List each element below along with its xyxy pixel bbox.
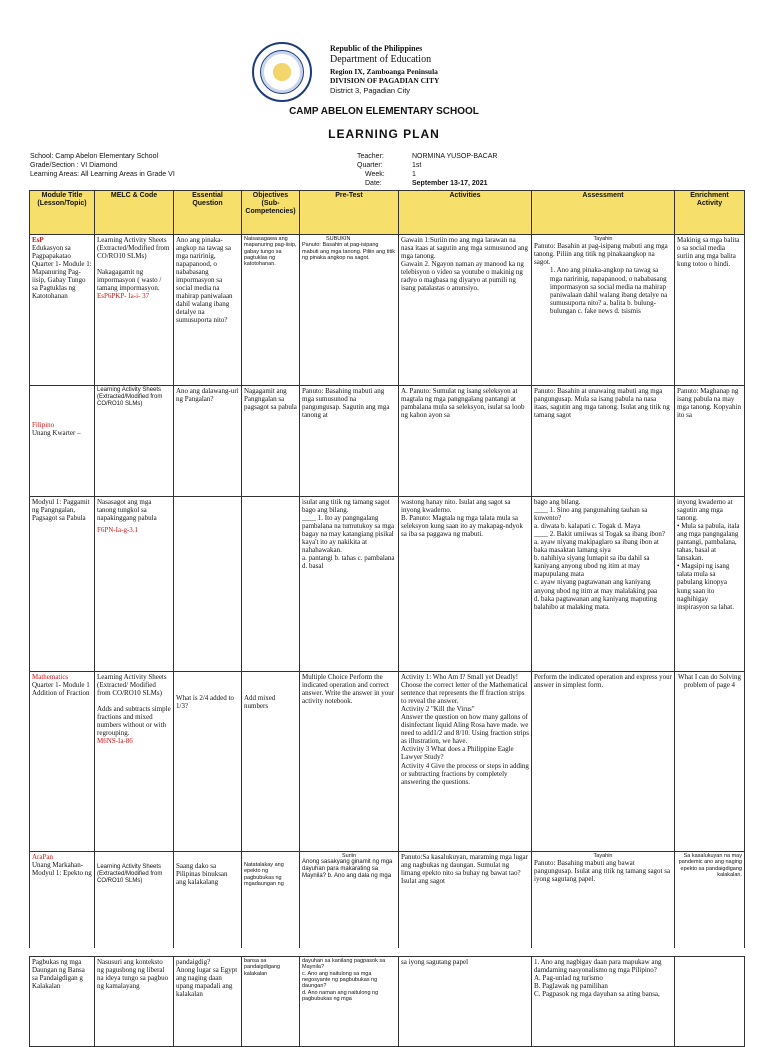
- enrichment-cell: Panuto: Maghanap ng isang pabula na may mga tanong. Kopyahin ito sa: [675, 386, 745, 497]
- info-week: 1: [412, 171, 416, 178]
- enrichment-cell: What I can do Solving problem of page 4: [675, 672, 745, 852]
- melc-text: Learning Activity Sheets (Extracted/ Modified from CO/RO10 SLMs) Adds and subtracts simple fractions and mixed numbers without or with regrouping.: [97, 673, 171, 738]
- info-date-label: Date:: [365, 180, 382, 187]
- objective-cell: Add mixed numbers: [242, 672, 300, 852]
- assessment-cell: Perform the indicated operation and express your answer in simplest form.: [532, 672, 675, 852]
- assessment-cell: bago ang bilang. ____ 1. Sino ang pangunahing tauhan sa kuwento? a. diwata b. kalapati c. Togak d. Maya ____ 2. Bakit umiiwas si Togak sa ibang ibon? a. ayaw niyang makipaglaro sa ibang ibon at baka masaktan lamang siya b. nahihiya siyang lumapit sa iba dahil sa kaniyang anyong ubod ng itim at may mapupulang mata c. ayaw niyang pagtawanan ang kaniyang anyong ubod ng itim at may malalaking paa d. baka pagtawanan ang kaniyang maputing balahibo at malaking mata.: [532, 497, 675, 672]
- question-cell: Ano ang dalawang-uri ng Pangalan?: [174, 386, 242, 497]
- learning-plan-table: [29, 190, 745, 497]
- activities-cell: sa iyong sagutang papel: [399, 957, 532, 1047]
- column-header: Enrichment Activity: [675, 191, 745, 235]
- division-line: DIVISION OF PAGADIAN CITY: [330, 76, 440, 85]
- info-week-label: Week:: [365, 171, 385, 178]
- melc-text: Nasasagot ang mga tanong tungkol sa napakinggang pabula: [97, 498, 157, 523]
- info-teacher: NORMINA YUSOP-BACAR: [412, 153, 498, 160]
- school-name: CAMP ABELON ELEMENTARY SCHOOL: [289, 106, 479, 117]
- question-cell: What is 2/4 added to 1/3?: [174, 672, 242, 852]
- module-text: Quarter 1- Module 1 Addition of Fraction: [32, 681, 90, 698]
- module-cell: [30, 386, 95, 497]
- module-text: Edukasyon sa Pagpapakatao Quarter 1- Module 1: Mapanuring Pag-iisip, Gabay Tungo sa Pagtuklas ng Katotohanan: [32, 244, 92, 301]
- pretest-text: Anong sasakyang ginamit ng mga dayuhan para makarating sa Maynila? b. Ano ang dala ng mga: [302, 859, 393, 880]
- enrichment-cell: inyong kwaderno at sagutin ang mga tanong. • Mula sa pabula, itala ang mga pangngalang pantangi, pambalana, tahas, basal at lansakan. • Magsipi ng isang talata mula sa pabulang kinopya kung saan ito naghihigay inspirasyon sa lahat.: [675, 497, 745, 672]
- enrichment-cell: Makinig sa mga balita o sa social media suriin ang mga balita kung totoo o hindi.: [675, 235, 745, 386]
- table-row: [30, 672, 745, 852]
- melc-cell: Nasusuri ang konteksto ng pagusbong ng liberal na ideya tungo sa pagbuo ng kamalayang: [95, 957, 174, 1047]
- info-school: School: Camp Abelon Elementary School: [30, 153, 159, 160]
- activities-cell: Gawain 1:Suriin mo ang mga larawan na nasa itaas at sagutin ang mga sumusunod ang mga tanong. Gawain 2. Ngayon naman ay manood ka ng telebisyon o video sa youtube o makinig ng radyo o magbasa ng diyaryo at pumili ng isang patalastas o anunsiyo.: [399, 235, 532, 386]
- activities-cell: Panuto:Sa kasalukuyan, maraming mga lugar ang nagbukas ng daungan. Sumulat ng limang epekto nito sa buhay ng bawat tao? Isulat ang sagot: [399, 852, 532, 949]
- department-line: Department of Education: [330, 54, 432, 65]
- pretest-text: Panuto: Basahin at pag-isipang mabuti ang mga tanong. Piliin ang titik ng pinaka angkop na sagot.: [302, 242, 395, 261]
- info-date: September 13-17, 2021: [412, 180, 488, 187]
- melc-cell: [95, 235, 174, 386]
- republic-line: Republic of the Philippines: [330, 44, 423, 53]
- question-cell: pandaigdig? Anong lugar sa Egypt ang naging daan upang mapadali ang kalakalan: [174, 957, 242, 1047]
- pretest-heading: SUBUKIN: [326, 236, 351, 242]
- assessment-cell: [532, 852, 675, 949]
- melc-cell: [95, 497, 174, 672]
- info-teacher-label: Teacher:: [357, 153, 384, 160]
- table-row: [30, 852, 745, 949]
- column-header: Essential Question: [174, 191, 242, 235]
- subject-label: AraPan: [32, 853, 53, 861]
- assessment-text: Panuto: Basahin at pag-isipang mabuti ang mga tanong. Piliin ang titik ng pinakaangkop na sagot.: [534, 242, 668, 267]
- subject-label: Mathematics: [32, 673, 69, 681]
- question-cell: [174, 497, 242, 672]
- column-header: Assessment: [532, 191, 675, 235]
- column-header: MELC & Code: [95, 191, 174, 235]
- module-cell: [30, 235, 95, 386]
- page-3: [0, 948, 768, 1024]
- page-2: [0, 496, 768, 948]
- pretest-heading: Suriin: [341, 853, 357, 859]
- info-grade-section: Grade/Section : VI Diamond: [30, 162, 118, 169]
- melc-code: EsP6PKP- Ia-i- 37: [97, 292, 150, 301]
- subject-label: EsP: [32, 236, 44, 244]
- module-cell: [30, 852, 95, 949]
- melc-cell: [95, 672, 174, 852]
- question-cell: Ano ang pinaka-angkop na tawag sa mga naririnig, napapanood, o nababasang impormasyon sa social media na mahirap paniwalaan dahil walang ibang detalye na sumusuporta nito?: [174, 235, 242, 386]
- enrichment-cell: Sa kasalukuyan na may pandemic ano ang naging epekto sa pandaigdigang kalakalan.: [675, 852, 745, 949]
- pretest-cell: Multiple Choice Perform the indicated operation and correct answer. Write the answer in your activity notebook.: [300, 672, 399, 852]
- module-cell: Pagbukas ng mga Daungan ng Bansa sa Pandaigdigan g Kalakalan: [30, 957, 95, 1047]
- table-row: [30, 386, 745, 497]
- melc-text: Learning Activity Sheets (Extracted/Modified from CO/RO10 SLMs) Nakagagamit ng impormasyon ( wasto / tamang impormasyon.: [97, 236, 170, 293]
- pretest-cell: [300, 235, 399, 386]
- objective-cell: bansa sa pandaigdigang kalakalan: [242, 957, 300, 1047]
- pretest-cell: [300, 852, 399, 949]
- activities-cell: wastong hanay nito. Isulat ang sagot sa inyong kwaderno. B. Panuto: Magtala ng mga talata mula sa seleksyon kung saan ito ay makapag-ndyok sa iba sa paggawa ng mabuti.: [399, 497, 532, 672]
- region-line: Region IX, Zamboanga Peninsula: [330, 67, 438, 76]
- pretest-cell: isulat ang titik ng tamang sagot bago ang bilang. ____ 1. Ito ay pangngalang pambalana na tumutukoy sa mga bagay na may katangiang pisikal kaya't ito ay nakikita at nahahawakan. a. pantangi b. tahas c. pambalana d. basal: [300, 497, 399, 672]
- subject-label: Filipino: [32, 421, 55, 429]
- document-title: LEARNING PLAN: [328, 127, 440, 141]
- learning-plan-table-continued: [29, 496, 745, 949]
- table-header-row: [30, 191, 745, 235]
- assessment-text: Panuto: Basahing mabuti ang bawat pangungusap. Isulat ang titik ng tamang sagot sa iyong sagutang papel.: [534, 859, 671, 884]
- table-row: [30, 957, 745, 1047]
- page-1: [0, 0, 768, 496]
- column-header: Module Title (Lesson/Topic): [30, 191, 95, 235]
- pretest-cell: dayuhan sa kanilang pagpasok sa Maynila? c. Ano ang naitulong sa mga negosyante ng pagbubukas ng daungan? d. Ano naman ang naitulong ng pagbubukas ng mga: [300, 957, 399, 1047]
- table-row: [30, 497, 745, 672]
- module-cell: [30, 672, 95, 852]
- info-quarter-label: Quarter:: [357, 162, 383, 169]
- info-quarter: 1st: [412, 162, 422, 169]
- assessment-cell: Panuto: Basahin at unawaing mabuti ang mga pangungusap. Mula sa isang pabula na nasa itaas, sagutin ang mga tanong. Isulat ang titik ng tamang sagot: [532, 386, 675, 497]
- objective-cell: Naisasagawa ang mapanuring pag-iisip, gabay tungo sa pagtuklas ng katotohanan.: [242, 235, 300, 386]
- enrichment-cell: [675, 957, 745, 1047]
- column-header: Activities: [399, 191, 532, 235]
- table-row: [30, 235, 745, 386]
- assessment-item: 1. Ano ang pinaka-angkop na tawag sa mga naririnig, napapanood, o nababasang impormasyon sa social media na mahirap paniwalaan dahil walang ibang detalye na sumusuporta nito? a. balita b. bulung-bulungan c. fake news d. tsismis: [550, 266, 668, 315]
- pretest-cell: Panuto: Basahing mabuti ang mga sumusunod na pangungusap. Sagutin ang mga tanong at: [300, 386, 399, 497]
- module-text: Unang Markahan- Modyul 1: Epekto ng: [32, 861, 92, 878]
- melc-cell: Learning Activity Sheets (Extracted/Modified from CO/RO10 SLMs): [95, 386, 174, 497]
- question-cell: Saang dako sa Pilipinas binuksan ang kalakalang: [174, 852, 242, 949]
- column-header: Objectives (Sub-Competencies): [242, 191, 300, 235]
- activities-cell: A. Panuto: Sumulat ng isang seleksyon at magtala ng mga pangngalang pantangi at pambalana mula sa seleksyon, isulat sa loob ng kahon ayon sa: [399, 386, 532, 497]
- objective-cell: Nagagamit ang Pangngalan sa pagsagot sa pabula: [242, 386, 300, 497]
- objective-cell: [242, 497, 300, 672]
- activities-cell: Activity 1: Who Am I? Small yet Deadly! Choose the correct letter of the Mathematical sentence that represents the ff fraction strips to reveal the answer. Activity 2 "Kill the Virus" Answer the question on how many gallons of disinfectant liquid Aling Rosa have made. we need to add1/2 and 8/10. Using fraction strips as illustration, we have. Activity 3 What does a Philippine Eagle Lawyer Study? Activity 4 Give the process or steps in adding or subtracting fractions by completely answering the questions.: [399, 672, 532, 852]
- assessment-heading: Tayahin: [593, 853, 613, 859]
- melc-cell: Learning Activity Sheets (Extracted/Modified from CO/RO10 SLMs): [95, 852, 174, 949]
- module-cell: Modyul 1: Paggamit ng Pangngalan, Pagsagot sa Pabula: [30, 497, 95, 672]
- assessment-heading: Tayahin: [593, 236, 613, 242]
- objective-cell: Natatalakay ang epekto ng pagbubukas ng mgadaungan ng: [242, 852, 300, 949]
- deped-seal-icon: [252, 42, 312, 102]
- assessment-cell: 1. Ano ang nagbigay daan para mapukaw ang damdaming nasyonalismo ng mga Pilipino? A. Pag-unlad ng turismo B. Paglawak ng pamilihan C. Pagpasok ng mga dayuhan sa ating bansa,: [532, 957, 675, 1047]
- district-line: District 3, Pagadian City: [330, 86, 411, 95]
- module-text: Unang Kwarter –: [32, 429, 81, 438]
- info-learning-areas: Learning Areas: All Learning Areas in Grade VI: [30, 171, 175, 178]
- melc-code: F6PN-Ia-g-3.1: [97, 526, 139, 535]
- melc-code: M6NS-Ia-86: [97, 737, 133, 746]
- column-header: Pre-Test: [300, 191, 399, 235]
- assessment-cell: [532, 235, 675, 386]
- learning-plan-table-continued-2: [29, 956, 745, 1047]
